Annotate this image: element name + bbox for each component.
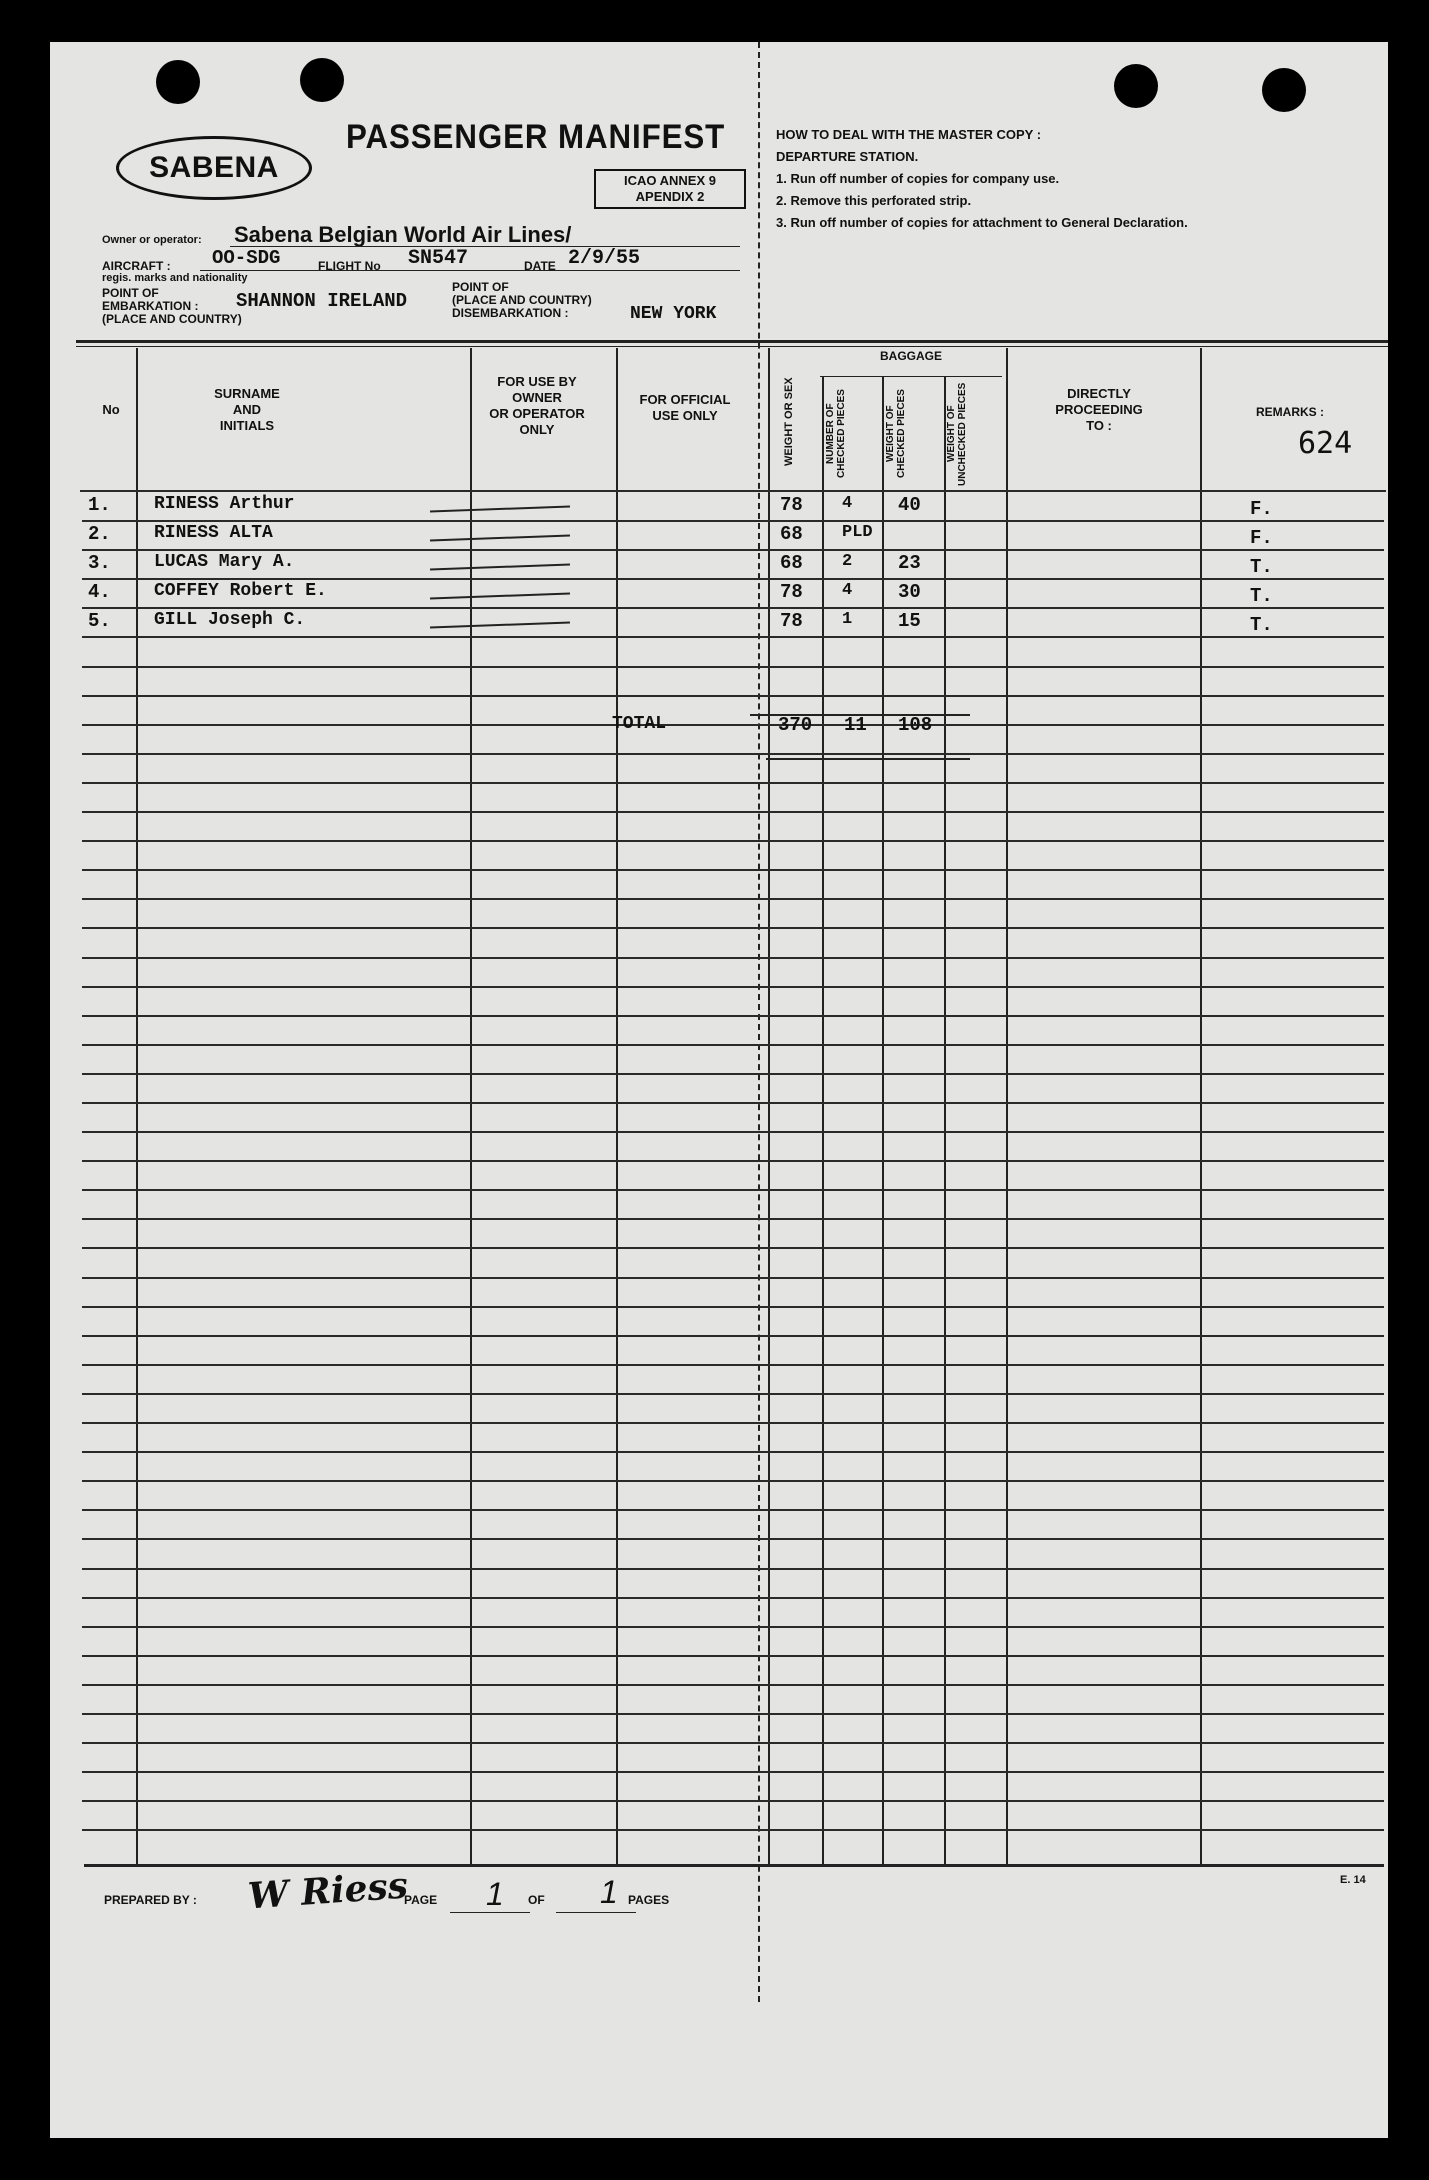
aircraft-label: AIRCRAFT : [102, 259, 171, 273]
col-owner-line4: ONLY [519, 422, 555, 437]
passenger-remarks: T. [1250, 614, 1273, 636]
passenger-name: GILL Joseph C. [154, 610, 306, 630]
passenger-no: 1. [88, 494, 111, 516]
passenger-no: 5. [88, 610, 111, 632]
passenger-checked-weight: 23 [898, 552, 921, 574]
passenger-weight: 78 [780, 610, 803, 632]
col-no-header: No [102, 402, 120, 417]
ruled-line [82, 1451, 1384, 1453]
ruled-line [82, 957, 1384, 959]
punch-hole [300, 58, 344, 102]
table-top-border [76, 340, 1388, 343]
passenger-pieces: 4 [842, 581, 853, 600]
page-value: 1 [486, 1876, 504, 1912]
punch-hole [1262, 68, 1306, 112]
ruled-line [82, 1160, 1384, 1162]
of-value: 1 [600, 1874, 618, 1910]
instructions-subtitle: DEPARTURE STATION. [776, 149, 919, 164]
col-directly-line2: PROCEEDING [1055, 402, 1143, 417]
col-official-header [612, 392, 758, 424]
col-directly-header [1008, 386, 1190, 434]
passenger-remarks: T. [1250, 585, 1273, 607]
col-official-line2: USE ONLY [652, 408, 718, 423]
ruled-line [82, 898, 1384, 900]
baggage-divider [820, 376, 1002, 377]
col-official-line1: FOR OFFICIAL [639, 392, 731, 407]
ruled-line [82, 1189, 1384, 1191]
ruled-line [82, 1655, 1384, 1657]
ruled-line [82, 607, 1384, 609]
manifest-sheet [50, 42, 1388, 2138]
ruled-line [82, 1218, 1384, 1220]
passenger-pieces: 2 [842, 552, 853, 571]
ruled-line [82, 1102, 1384, 1104]
header-bottom-line [80, 490, 1386, 492]
passenger-pieces: 4 [842, 494, 853, 513]
page-title: PASSENGER MANIFEST [346, 118, 726, 156]
col-directly-line1: DIRECTLY [1067, 386, 1131, 401]
embark-value: SHANNON IRELAND [236, 290, 408, 312]
col-directly-line3: TO : [1086, 418, 1112, 433]
passenger-weight: 78 [780, 581, 803, 603]
ruled-line [82, 1684, 1384, 1686]
ruled-line [82, 840, 1384, 842]
signature: W Riess [246, 1864, 410, 1918]
icao-line2: APENDIX 2 [635, 189, 705, 204]
instructions-step2: 2. Remove this perforated strip. [776, 193, 972, 208]
passenger-name: LUCAS Mary A. [154, 552, 295, 572]
passenger-weight: 68 [780, 552, 803, 574]
column-divider [822, 376, 824, 1864]
ruled-line [82, 578, 1384, 580]
ruled-line [82, 1131, 1384, 1133]
col-surname-line3: INITIALS [219, 418, 275, 433]
icao-box [594, 169, 746, 209]
disembark-label-line1: POINT OF [452, 280, 509, 294]
passenger-checked-weight: 15 [898, 610, 921, 632]
total-underline [766, 758, 970, 760]
ruled-line [82, 927, 1384, 929]
ruled-line [82, 1364, 1384, 1366]
ruled-line [82, 753, 1384, 755]
col-weight-unchecked-header: WEIGHT OF UNCHECKED PIECES [946, 382, 968, 486]
passenger-no: 4. [88, 581, 111, 603]
col-remarks-header: REMARKS : [1256, 405, 1324, 419]
ruled-line [82, 1800, 1384, 1802]
column-divider [470, 348, 472, 1864]
passenger-name: RINESS Arthur [154, 494, 295, 514]
passenger-name: COFFEY Robert E. [154, 581, 327, 601]
prepared-by-label: PREPARED BY : [104, 1893, 197, 1907]
ruled-line [82, 1422, 1384, 1424]
ruled-line [82, 1538, 1384, 1540]
of-underline [556, 1912, 636, 1913]
owner-use-strikeout [430, 506, 570, 513]
ruled-line [82, 1044, 1384, 1046]
ruled-line [82, 695, 1384, 697]
passenger-remarks: F. [1250, 527, 1273, 549]
col-surname-header [140, 386, 354, 434]
ruled-line [82, 1568, 1384, 1570]
passenger-no: 2. [88, 523, 111, 545]
embark-label-line3: (PLACE AND COUNTRY) [102, 312, 242, 326]
passenger-remarks: F. [1250, 498, 1273, 520]
ruled-line [82, 1626, 1384, 1628]
page-underline [450, 1912, 530, 1913]
disembark-value: NEW YORK [630, 304, 717, 324]
column-divider [136, 348, 138, 1864]
instructions-step3: 3. Run off number of copies for attachment to General Declaration. [776, 215, 1188, 230]
instructions [776, 124, 1188, 234]
page-label: PAGE [404, 1893, 438, 1907]
col-owner-line3: OR OPERATOR [489, 406, 585, 421]
icao-line1: ICAO ANNEX 9 [624, 173, 716, 188]
ruled-line [82, 811, 1384, 813]
col-owner-line2: OWNER [512, 390, 562, 405]
col-owner-line1: FOR USE BY [497, 374, 577, 389]
col-baggage-header: BAGGAGE [879, 349, 942, 363]
ruled-line [82, 1335, 1384, 1337]
regis-note: regis. marks and nationality [102, 272, 248, 284]
remarks-note: 624 [1298, 426, 1353, 461]
owner-value: Sabena Belgian World Air Lines/ [234, 222, 572, 247]
col-weight-sex-header: WEIGHT OR SEX [783, 377, 795, 467]
total-checked-weight: 108 [898, 714, 933, 736]
ruled-line [82, 666, 1384, 668]
embark-label-line2: EMBARKATION : [102, 299, 199, 313]
owner-use-strikeout [430, 564, 570, 571]
disembark-label-line2: (PLACE AND COUNTRY) [452, 293, 592, 307]
owner-use-strikeout [430, 593, 570, 600]
table-bottom-border [84, 1864, 1384, 1867]
ruled-line [82, 1393, 1384, 1395]
ruled-line [82, 869, 1384, 871]
punch-hole [1114, 64, 1158, 108]
disembark-label-line3: DISEMBARKATION : [452, 306, 569, 320]
of-label: OF [528, 1893, 545, 1907]
ruled-line [82, 1509, 1384, 1511]
embark-label-line1: POINT OF [102, 286, 159, 300]
passenger-name: RINESS ALTA [154, 523, 273, 543]
instructions-title: HOW TO DEAL WITH THE MASTER COPY : [776, 127, 1042, 142]
owner-use-strikeout [430, 622, 570, 629]
column-divider [944, 376, 946, 1864]
ruled-line [82, 636, 1384, 638]
flight-label: FLIGHT No [318, 259, 381, 273]
embark-label [102, 287, 242, 326]
ruled-line [82, 549, 1384, 551]
table-top-border [76, 346, 1388, 347]
total-overline [750, 714, 970, 716]
disembark-label [452, 281, 592, 320]
flight-value: SN547 [408, 247, 469, 270]
passenger-checked-weight: 40 [898, 494, 921, 516]
ruled-line [82, 1742, 1384, 1744]
ruled-line [82, 1015, 1384, 1017]
total-label: TOTAL [612, 714, 667, 734]
ruled-line [82, 782, 1384, 784]
aircraft-underline [200, 270, 740, 271]
ruled-line [82, 520, 1384, 522]
column-divider [882, 376, 884, 1864]
ruled-line [82, 1713, 1384, 1715]
punch-hole [156, 60, 200, 104]
ruled-line [82, 1480, 1384, 1482]
passenger-pieces: PLD [842, 523, 873, 542]
passenger-pieces: 1 [842, 610, 853, 629]
aircraft-value: OO-SDG [212, 247, 281, 269]
total-pieces: 11 [844, 714, 867, 736]
ruled-line [82, 1829, 1384, 1831]
pages-label: PAGES [628, 1893, 670, 1907]
col-num-checked-header: NUMBER OF CHECKED PIECES [825, 389, 847, 479]
passenger-no: 3. [88, 552, 111, 574]
ruled-line [82, 1073, 1384, 1075]
column-divider [616, 348, 618, 1864]
col-weight-checked-header: WEIGHT OF CHECKED PIECES [885, 389, 907, 479]
ruled-line [82, 1247, 1384, 1249]
column-divider [1200, 348, 1202, 1864]
owner-underline [230, 246, 740, 247]
col-surname-line1: SURNAME [214, 386, 280, 401]
ruled-line [82, 986, 1384, 988]
ruled-line [82, 1277, 1384, 1279]
total-weight: 370 [778, 714, 813, 736]
date-value: 2/9/55 [568, 247, 641, 270]
ruled-line [82, 1306, 1384, 1308]
instructions-step1: 1. Run off number of copies for company use. [776, 171, 1060, 186]
passenger-remarks: T. [1250, 556, 1273, 578]
column-divider [1006, 348, 1008, 1864]
form-code: E. 14 [1340, 1874, 1366, 1886]
passenger-weight: 68 [780, 523, 803, 545]
perforation-line [758, 42, 760, 2002]
column-divider [768, 348, 770, 1864]
owner-use-strikeout [430, 535, 570, 542]
col-surname-line2: AND [232, 402, 262, 417]
ruled-line [82, 724, 1384, 726]
date-label: DATE [524, 259, 556, 273]
ruled-line [82, 1771, 1384, 1773]
col-owner-header [460, 374, 614, 438]
owner-label: Owner or operator: [102, 234, 202, 246]
passenger-checked-weight: 30 [898, 581, 921, 603]
ruled-line [82, 1597, 1384, 1599]
passenger-weight: 78 [780, 494, 803, 516]
sabena-logo: SABENA [116, 136, 312, 200]
